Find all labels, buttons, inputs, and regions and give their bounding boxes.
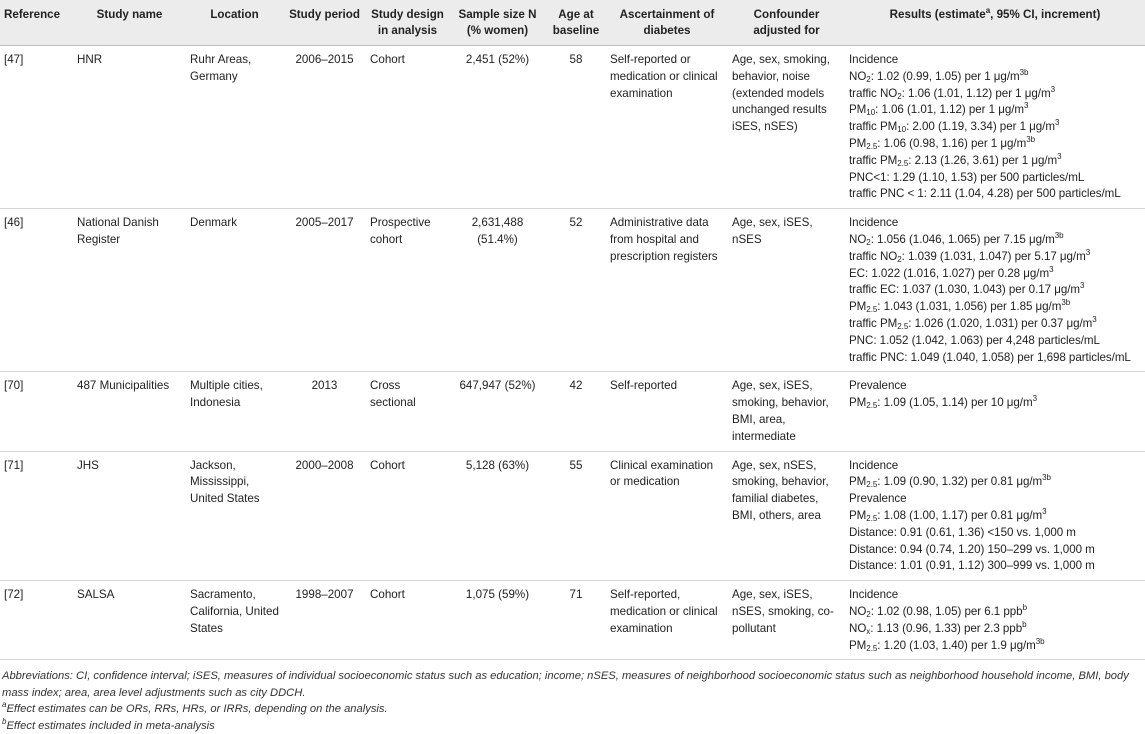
cell-reference: [46] xyxy=(0,209,73,372)
result-line: PNC<1: 1.29 (1.10, 1.53) per 500 particles/mL xyxy=(849,170,1085,184)
table-row xyxy=(0,451,1145,581)
cell-ascertainment: Administrative data from hospital and prescription registers xyxy=(606,209,728,372)
cell-confounders: Age, sex, iSES, nSES xyxy=(728,209,845,372)
result-line: traffic PNC < 1: 2.11 (1.04, 4.28) per 500 particles/mL xyxy=(849,187,1121,201)
cell-location: Jackson, Mississippi, United States xyxy=(186,451,283,581)
header-sample-size: Sample size N (% women) xyxy=(449,0,546,46)
cell-age: 42 xyxy=(546,372,606,451)
cell-study-design: Cohort xyxy=(366,581,449,660)
cell-study-name: 487 Municipalities xyxy=(73,372,186,451)
cell-confounders: Age, sex, iSES, nSES, smoking, co-pollutant xyxy=(728,581,845,660)
cell-results xyxy=(845,46,1145,209)
result-line: traffic $NO_2$: 1.039 (1.031, 1.047) per 5.17 $\mu g/m^3$ xyxy=(849,247,1091,264)
cell-reference: [47] xyxy=(0,46,73,209)
result-line: traffic $PM_{2.5}$: 1.026 (1.020, 1.031) per 0.37 $\mu g/m^3$ xyxy=(849,314,1097,331)
cell-ascertainment: Self-reported or medication or clinical examination xyxy=(606,46,728,209)
result-line: Incidence xyxy=(849,216,899,230)
cell-age: 58 xyxy=(546,46,606,209)
cell-ascertainment: Self-reported, medication or clinical examination xyxy=(606,581,728,660)
cell-study-name: JHS xyxy=(73,451,186,581)
result-line: Prevalence xyxy=(849,492,907,506)
cell-study-period: 2000–2008 xyxy=(283,451,366,581)
cell-study-period: 2013 xyxy=(283,372,366,451)
cell-ascertainment: Clinical examination or medication xyxy=(606,451,728,581)
header-row xyxy=(0,0,1145,46)
header-reference: Reference xyxy=(0,0,73,46)
cell-sample-size: 2,451 (52%) xyxy=(449,46,546,209)
table-row xyxy=(0,209,1145,372)
cell-study-name: HNR xyxy=(73,46,186,209)
result-line: Incidence xyxy=(849,53,899,66)
cell-study-period: 2005–2017 xyxy=(283,209,366,372)
result-line: traffic $PM_{10}$: 2.00 (1.19, 3.34) per 1 $\mu g/m^3$ xyxy=(849,118,1060,135)
result-line: $NO_x$: 1.13 (0.96, 1.33) per 2.3 ppb$^b$ xyxy=(849,619,1027,636)
header-confounders: Confounder adjusted for xyxy=(728,0,845,46)
table-footnotes xyxy=(0,660,1145,734)
result-line: Prevalence xyxy=(849,379,907,393)
table-row xyxy=(0,581,1145,660)
cell-age: 71 xyxy=(546,581,606,660)
result-line: $PM_{2.5}$: 1.08 (1.00, 1.17) per 0.81 $\mu g/m^3$ xyxy=(849,506,1047,523)
cell-location: Denmark xyxy=(186,209,283,372)
header-ascertainment: Ascertainment of diabetes xyxy=(606,0,728,46)
cell-confounders: Age, sex, smoking, behavior, noise (extended models unchanged results iSES, nSES) xyxy=(728,46,845,209)
cell-reference: [71] xyxy=(0,451,73,581)
result-line: $NO_2$: 1.056 (1.046, 1.065) per 7.15 $\mu g/m^{3b}$ xyxy=(849,230,1064,247)
cell-location: Sacramento, California, United States xyxy=(186,581,283,660)
result-line: Distance: 0.94 (0.74, 1.20) 150–299 vs. 1,000 m xyxy=(849,542,1095,556)
result-line: Incidence xyxy=(849,458,899,472)
cell-study-design: Cross sectional xyxy=(366,372,449,451)
result-line: traffic $NO_2$: 1.06 (1.01, 1.12) per 1 $\mu g/m^3$ xyxy=(849,84,1055,101)
cell-sample-size: 5,128 (63%) xyxy=(449,451,546,581)
result-line: Distance: 1.01 (0.91, 1.12) 300–999 vs. 1,000 m xyxy=(849,559,1095,573)
cell-study-design: Cohort xyxy=(366,451,449,581)
cell-study-period: 1998–2007 xyxy=(283,581,366,660)
cell-confounders: Age, sex, nSES, smoking, behavior, familial diabetes, BMI, others, area xyxy=(728,451,845,581)
result-line: $PM_{10}$: 1.06 (1.01, 1.12) per 1 $\mu g/m^3$ xyxy=(849,101,1029,118)
cell-age: 52 xyxy=(546,209,606,372)
result-line: Incidence xyxy=(849,588,899,602)
result-line: $PM_{2.5}$: 1.043 (1.031, 1.056) per 1.85 $\mu g/m^{3b}$ xyxy=(849,298,1071,315)
header-results: Results (estimate$^a$, 95% CI, increment) xyxy=(845,0,1145,46)
cell-study-period: 2006–2015 xyxy=(283,46,366,209)
result-line: traffic EC: 1.037 (1.030, 1.043) per 0.17 $\mu g/m^3$ xyxy=(849,281,1085,297)
result-line: traffic PNC: 1.049 (1.040, 1.058) per 1,698 particles/mL xyxy=(849,350,1131,364)
cell-study-design: Prospective cohort xyxy=(366,209,449,372)
result-line: EC: 1.022 (1.016, 1.027) per 0.28 $\mu g/m^3$ xyxy=(849,264,1054,280)
header-study-period: Study period xyxy=(283,0,366,46)
footnote: $^a$Effect estimates can be ORs, RRs, HRs, or IRRs, depending on the analysis. xyxy=(2,700,388,716)
cell-study-name: SALSA xyxy=(73,581,186,660)
table-row xyxy=(0,372,1145,451)
header-study-design: Study design in analysis xyxy=(366,0,449,46)
cell-location: Ruhr Areas, Germany xyxy=(186,46,283,209)
cell-ascertainment: Self-reported xyxy=(606,372,728,451)
result-line: $PM_{2.5}$: 1.09 (0.90, 1.32) per 0.81 $\mu g/m^{3b}$ xyxy=(849,473,1051,490)
result-line: $PM_{2.5}$: 1.06 (0.98, 1.16) per 1 $\mu g/m^{3b}$ xyxy=(849,134,1035,151)
cell-sample-size: 2,631,488 (51.4%) xyxy=(449,209,546,372)
result-line: $PM_{2.5}$: 1.20 (1.03, 1.40) per 1.9 $\mu g/m^{3b}$ xyxy=(849,636,1045,653)
cell-results xyxy=(845,209,1145,372)
cell-sample-size: 647,947 (52%) xyxy=(449,372,546,451)
cell-study-design: Cohort xyxy=(366,46,449,209)
cell-location: Multiple cities, Indonesia xyxy=(186,372,283,451)
result-line: traffic $PM_{2.5}$: 2.13 (1.26, 3.61) per 1 $\mu g/m^3$ xyxy=(849,151,1062,168)
footnote: Abbreviations: CI, confidence interval; iSES, measures of individual socioeconomic status such as education; income; nSES, measures of neighborhood socioeconomic status such as neighborhood household income, BMI, body mass index; area, area level adjustments such as city DDCH. xyxy=(2,670,1129,699)
cell-study-name: National Danish Register xyxy=(73,209,186,372)
table-row xyxy=(0,46,1145,209)
cell-confounders: Age, sex, iSES, smoking, behavior, BMI, area, intermediate xyxy=(728,372,845,451)
header-study-name: Study name xyxy=(73,0,186,46)
cell-age: 55 xyxy=(546,451,606,581)
result-line: Distance: 0.91 (0.61, 1.36) <150 vs. 1,000 m xyxy=(849,525,1076,539)
cell-results xyxy=(845,451,1145,581)
cell-results xyxy=(845,581,1145,660)
footnote: $^b$Effect estimates included in meta-analysis xyxy=(2,716,215,732)
result-line: PNC: 1.052 (1.042, 1.063) per 4,248 particles/mL xyxy=(849,333,1100,347)
header-age: Age at baseline xyxy=(546,0,606,46)
cell-reference: [70] xyxy=(0,372,73,451)
result-line: $NO_2$: 1.02 (0.99, 1.05) per 1 $\mu g/m^{3b}$ xyxy=(849,67,1029,84)
cell-reference: [72] xyxy=(0,581,73,660)
cell-results xyxy=(845,372,1145,451)
header-location: Location xyxy=(186,0,283,46)
result-line: $NO_2$: 1.02 (0.98, 1.05) per 6.1 ppb$^b$ xyxy=(849,602,1027,619)
result-line: $PM_{2.5}$: 1.09 (1.05, 1.14) per 10 $\mu g/m^3$ xyxy=(849,394,1037,411)
cell-sample-size: 1,075 (59%) xyxy=(449,581,546,660)
